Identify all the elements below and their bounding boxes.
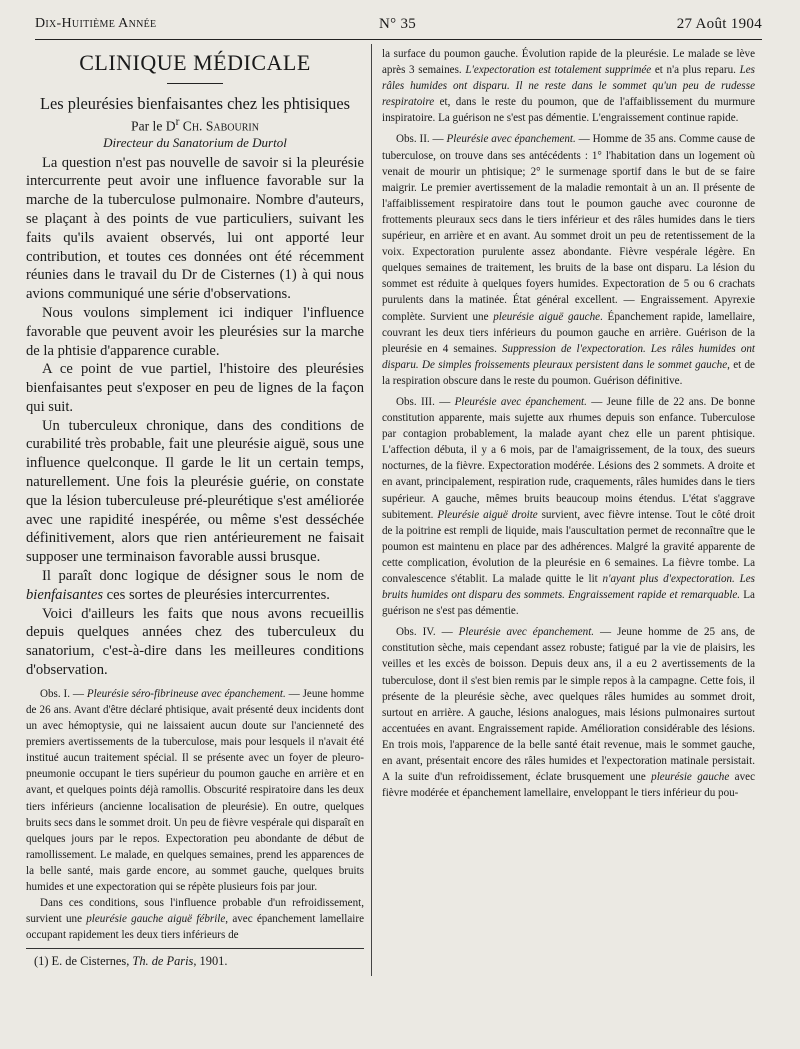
header-date: 27 Août 1904 xyxy=(676,16,762,32)
footnote-suffix: , 1901. xyxy=(193,954,228,968)
obs4-label: Obs. IV. — xyxy=(396,626,459,639)
right-cont-emphasis-2: Les râles humides ont disparu. Il ne reste dans le sommet qu'un peu de rudesse respiratoire xyxy=(382,64,755,109)
footnote-prefix: (1) E. de Cisternes, xyxy=(34,954,133,968)
right-cont-c: et, dans le reste du poumon, que de l'affaiblissement du murmure inspiratoire. La guérison ne s'est pas démentie. L'engraissement continue rapide. xyxy=(382,96,755,125)
obs4-text-a: — Jeune homme de 25 ans, de constitution sèche, mais cependant assez robuste; fatigué par la vie de plaisirs, les veilles et les excès de boisson. Depuis deux ans, il a eu 2 avertissements de la tuberculose, dont il s'est bien remis par le simple repos à la campagne. Cette fois, il présente de la pleurésie sèche, avec quelques râles humides au sommet droit, surtout en arrière. A gauche, lésions analogues, mais lésions pulmonaires surtout accentuées en avant. Engraissement rapide. Amélioration considérable des lésions. En trois mois, l'apparence de la belle santé était revenue, mais le sommet gauche, en avant, présentait encore des râles humides et l'expectoration matinale persistait. A la suite d'un refroidissement, éclate brusquement une xyxy=(382,626,755,784)
byline-sup: r xyxy=(175,116,180,128)
obs3-text-b: survient, avec fièvre intense. Tout le côté droit de la poitrine est rempli de liquide, mais l'auscultation permet de reconnaître que le poumon est maintenu en place par des adhérences. Malgré la gravité apparente de cette complication, évolution de la pleurésie en 6 semaines. La fièvre tombe. La convalescence s'établit. La malade quitte le lit xyxy=(382,508,755,585)
obs4-emphasis: pleurésie gauche xyxy=(651,771,730,784)
observation-2 xyxy=(382,131,755,389)
obs2-emphasis-1: pleurésie aiguë gauche xyxy=(493,310,601,323)
obs3-emphasis-1: Pleurésie aiguë droite xyxy=(437,508,538,521)
obs1-cont-b: , avec épanchement lamellaire occupant rapidement les deux tiers inférieurs de xyxy=(26,913,364,942)
obs4-title: Pleurésie avec épanchement. xyxy=(458,626,595,639)
observation-4 xyxy=(382,624,755,801)
footnote-rule xyxy=(26,948,364,949)
paragraph-5 xyxy=(26,567,364,605)
header-issue-number: N° 35 xyxy=(379,16,417,32)
obs3-text-c: La guérison ne s'est pas démentie. xyxy=(382,589,755,618)
byline-prefix: Par le D xyxy=(131,118,176,134)
author-name: Ch. Sabourin xyxy=(182,118,259,134)
observation-1-end xyxy=(382,46,755,126)
right-cont-b: et n'a plus reparu. xyxy=(651,64,740,77)
section-rubric: CLINIQUE MÉDICALE xyxy=(79,50,311,75)
right-cont-emphasis-1: L'expectoration est totalement supprimée xyxy=(465,64,652,77)
obs2-title: Pleurésie avec épanchement. xyxy=(446,133,576,146)
footnote xyxy=(34,954,227,969)
obs1-text: — Jeune homme de 26 ans. Avant d'être déclaré phtisique, avait présenté deux incidents dont un avec hémoptysie, qui ne laissaient aucun doute sur l'ancienneté des premiers avertissements de la tuberculose, mais pour lesquels il n'avait été institué aucun traitement spécial. Il se présente avec un foyer de pleuro-pneumonie occupant le tiers supérieur du poumon gauche en arrière et en avant, et quelques points déjà ramollis. Obscurité respiratoire dans les deux tiers inférieurs (ancienne localisation de pleurésie). En outre, quelques bruits secs dans le sommet droit. Un peu de fièvre vespérale qui disparaît en quelques jours par le repos. Expectoration peu abondante de début de ramollissement. Le malade, en quelques semaines, prend les apparences de la belle santé, mais garde encore, au sommet gauche, quelques bruits humides et une expectoration qui se répète plusieurs fois par jour. xyxy=(26,687,365,893)
running-header xyxy=(35,14,762,38)
obs3-label: Obs. III. — xyxy=(396,395,455,408)
rubric-rule xyxy=(167,83,223,84)
header-year: Dix-Huitième Année xyxy=(35,16,157,31)
right-column xyxy=(382,46,755,801)
column-rule xyxy=(371,44,372,976)
left-column xyxy=(26,46,364,943)
obs1-cont-a: Dans ces conditions, sous l'influence probable d'un refroidissement, survient une xyxy=(26,897,364,926)
right-cont-a: la surface du poumon gauche. Évolution rapide de la pleurésie. Le malade se lève après 3 semaines. xyxy=(382,48,755,77)
obs1-cont-emphasis: pleurésie gauche aiguë fébrile xyxy=(86,913,226,926)
article-title: Les pleurésies bienfaisantes chez les phtisiques xyxy=(40,94,350,113)
observation-1-continued xyxy=(26,895,364,943)
p5-emphasis: bienfaisantes xyxy=(26,586,104,603)
observation-1 xyxy=(26,686,364,895)
obs2-text-a: — Homme de 35 ans. Comme cause de tuberculose, on trouve dans ses antécédents : 1° l'habitation dans un logement où venait de mourir un phtisique; 2° le surmenage sportif dans le but de se faire maigrir. Le premier avertissement de la maladie remontait à un an. Il présente de l'affaiblissement respiratoire dans tout le poumon gauche avec couronne de frottements pleuraux secs dans le tiers inférieur et des râles humides dans le tiers supérieur, en arrière et en avant. Au sommet droit un peu de retentissement de la voix. Expectoration purulente assez abondante. Fièvre vespérale légère. En quelques semaines de traitement, les bruits de la base ont disparu. La lésion du sommet est réduite à quelques foyers humides. Expectoration de 5 ou 6 crachats purulents dans la matinée. État général excellent. — Engraissement. Apyrexie complète. Survient une xyxy=(382,133,755,323)
paragraph-2: Nous voulons simplement ici indiquer l'influence favorable que peuvent avoir les pleurésies sur la marche de la phtisie d'apparence curable. xyxy=(26,304,364,359)
obs2-label: Obs. II. — xyxy=(396,133,447,146)
obs3-text-a: — Jeune fille de 22 ans. De bonne constitution apparente, mais sujette aux rhumes depuis son enfance. Tuberculose par contagion probablement, la malade ayant chez elle un parent phtisique. L'affection débuta, il y a 6 mois, par de l'amaigrissement, de la toux, des sueurs nocturnes, de la fièvre. Expectoration modérée. Lésions des 2 sommets. A droite et en avant, principalement, respiration rude, craquements, râles humides dans le tiers supérieur. A gauche, mêmes bruits beaucoup moins étendus. L'état s'aggrave subitement. xyxy=(382,395,755,521)
obs2-text-c: , et de la respiration obscure dans le reste du poumon. Guérison définitive. xyxy=(382,358,755,387)
obs3-emphasis-2: n'ayant plus d'expectoration. Les bruits humides ont disparu des sommets. Engraissement rapide et remarquable. xyxy=(382,573,756,602)
p5-text-b: ces sortes de pleurésies intercurrentes. xyxy=(103,586,330,603)
obs1-label: Obs. I. — xyxy=(40,687,87,700)
header-rule xyxy=(35,39,762,40)
obs1-title: Pleurésie séro-fibrineuse avec épanchement. xyxy=(86,687,286,700)
obs3-title: Pleurésie avec épanchement. xyxy=(454,395,587,408)
footnote-emphasis: Th. de Paris xyxy=(132,954,194,968)
byline xyxy=(26,116,364,135)
paragraph-4: Un tuberculeux chronique, dans des conditions de curabilité très probable, fait une pleurésie aiguë, sous une influence quelconque. Il garde le lit un certain temps, naturellement. Une fois la pleurésie guérie, on constate que la lésion tuberculeuse pré-pleurétique s'est améliorée avec une rapidité inespérée, ou même s'est desséchée définitivement, alors que rien antérieurement ne faisait supposer une terminaison favorable aussi brusque. xyxy=(26,417,364,566)
paragraph-6: Voici d'ailleurs les faits que nous avons recueillis depuis quelques années chez des tuberculeux du sanatorium, c'est-à-dire dans les meilleures conditions d'observation. xyxy=(26,605,364,679)
paragraph-1: La question n'est pas nouvelle de savoir si la pleurésie intercurrente peut avoir une influence favorable sur la marche de la tuberculose pulmonaire. Nombre d'auteurs, se plaçant à des points de vue particuliers, suivant les faits qu'ils avaient observés, lui ont apporté leur contribution, et toutes ces données ont été récemment réunies dans le travail du Dr de Cisternes (1) à qui nous avions communiqué une série d'observations. xyxy=(26,154,364,303)
p5-text-a: Il paraît donc logique de désigner sous le nom de xyxy=(42,568,364,585)
author-affiliation: Directeur du Sanatorium de Durtol xyxy=(103,134,287,150)
obs2-emphasis-2: Suppression de l'expectoration. Les râles humides ont disparu. De simples froissements pleuraux persistent dans le sommet gauche xyxy=(382,342,756,371)
paragraph-3: A ce point de vue partiel, l'histoire des pleurésies bienfaisantes peut s'exposer en peu de lignes de la façon qui suit. xyxy=(26,361,364,415)
observation-3 xyxy=(382,394,755,619)
obs4-text-b: avec fièvre modérée et épanchement lamellaire, enveloppant le tiers inférieur du pou- xyxy=(382,771,755,800)
obs2-text-b: . Épanchement rapide, lamellaire, couvrant les deux tiers inférieurs du poumon gauche en arrière. Guérison de la pleurésie en 4 semaines. xyxy=(382,310,755,355)
